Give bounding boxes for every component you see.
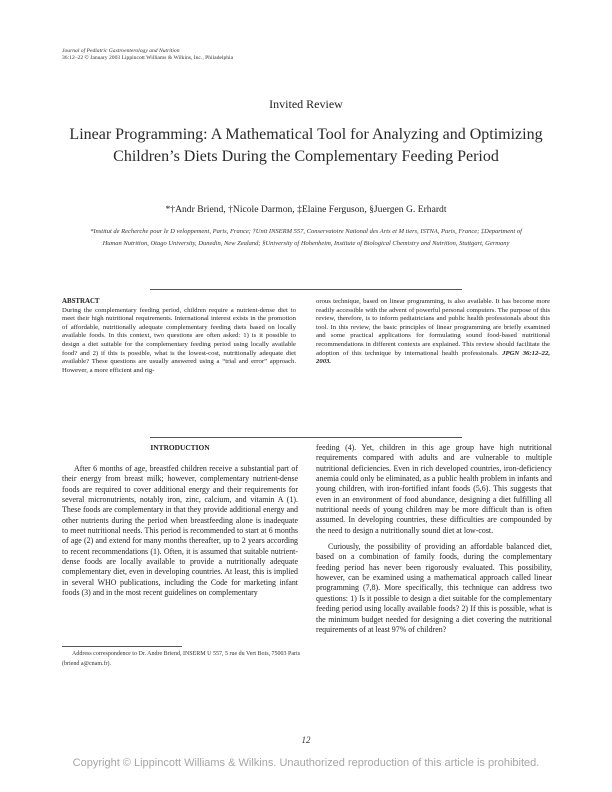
copyright-notice: Copyright © Lippincott Williams & Wilkins. Unauthorized reproduction of this article is prohibited.: [72, 757, 540, 769]
abstract-bottom-rule: [150, 437, 462, 438]
abstract-left-text: During the complementary feeding period, children require a nutrient-dense diet to meet their high nutritional requirements. International interest exists in the promotion of affordable, nutritionally adequate complementary feeding diets based on locally available foods. In this context, two questions are often asked: 1) is it possible to design a diet suitable for the complementary feeding period using locally available food? and 2) if this is possible, what is the lowest-cost, nutritionally adequate diet available? These questions are usually answered using a “trial and error” approach. However, a more efficient and rig-: [62, 306, 296, 374]
abstract-top-rule: [150, 289, 462, 290]
body-left-column: [62, 464, 298, 598]
abstract-right-text: orous technique, based on linear programming, is also available. It has become more readily accessible with the advent of powerful personal computers. The purpose of this review, therefore, is to inform pediatricians and public health professionals about this tool. In this review, the basic principles of linear programming are briefly examined and some practical applications for formulating sound food-based nutritional recommendations in different contexts are explained. This review should facilitate the adoption of this technique by international health professionals.: [316, 298, 550, 357]
intro-paragraph-2: feeding (4). Yet, children in this age group have high nutritional requirements compared with adults and are vulnerable to multiple nutritional deficiencies. Even in rich developed countries, iron-deficiency anemia could only be eliminated, as a public health problem in infants and young children, with iron-fortified infant foods (5,6). This suggests that even in an environment of food abundance, designing a diet fulfilling all nutritional needs of young children may be more difficult than is often assumed. In developing countries, these difficulties are compounded by the need to design a nutritionally sound diet at low-cost.: [316, 443, 552, 535]
article-title: Linear Programming: A Mathematical Tool for Analyzing and Optimizing Children’s Diets During the Complementary Feeding Period: [69, 126, 543, 165]
journal-name: Journal of Pediatric Gastroenterology and Nutrition: [62, 48, 180, 54]
abstract-right-column: [316, 298, 550, 367]
author-list: *†Andr Briend, †Nicole Darmon, ‡Elaine Ferguson, §Juergen G. Erhardt: [165, 204, 447, 215]
intro-paragraph-1: After 6 months of age, breastfed children receive a substantial part of their energy from breast milk; however, complementary nutrient-dense foods are required to cover additional energy and their requirements for several micronutrients, notably iron, zinc, calcium, and vitamin A (1). These foods are complementary in that they provide additional energy and other nutrients during the period when breastfeeding alone is inadequate to meet nutritional needs. This period is recommended to start at 6 months of age (2) and extend for many months thereafter, up to 2 years according to recent recommendations (1). Often, it is assumed that suitable nutrient-dense foods are locally available to provide a nutritionally adequate complementary diet, even in developing countries. At least, this is implied in several WHO publications, including the Code for marketing infant foods (3) and in the most recent guidelines on complementary: [62, 464, 298, 598]
abstract-heading: ABSTRACT: [62, 298, 100, 305]
footnote-rule: [62, 646, 182, 647]
affiliations: *Institut de Recherche pour le D veloppement, Paris, France; †Unit INSERM 557, Conservatoire National des Arts et M tiers, ISTNA, Paris, France; ‡Department of Human Nutrition, Otago University, Dunedin, New Zealand; §University of Hohenheim, Institute of Biological Chemistry and Nutrition, Stuttgart, Germany: [90, 228, 522, 247]
intro-paragraph-3: Curiously, the possibility of providing an affordable balanced diet, based on a combination of family foods, during the complementary feeding period has never been rigorously evaluated. This possibility, however, can be examined using a mathematical approach called linear programming (7,8). More specifically, this technique can address two questions: 1) Is it possible to design a diet suitable for the complementary feeding period using locally available foods? 2) If this is possible, what is the minimum budget needed for designing a diet covering the nutritional requirements of at least 97% of children?: [316, 542, 552, 634]
abstract-citation: JPGN 36:12–22, 2003.: [316, 349, 550, 366]
correspondence-footnote: Address correspondence to Dr. Andre Briend, INSERM U 557, 5 rue du Vert Bois, 75003 Paris (briend a@cnam.fr).: [62, 651, 301, 667]
introduction-heading: INTRODUCTION: [150, 443, 210, 452]
page-number: 12: [301, 735, 311, 745]
body-right-column: [316, 443, 552, 635]
abstract-left-column: [62, 298, 296, 375]
citation-line: 36:12–22 © January 2003 Lippincott Williams & Wilkins, Inc., Philadelphia: [62, 55, 234, 61]
section-label: Invited Review: [269, 97, 343, 111]
